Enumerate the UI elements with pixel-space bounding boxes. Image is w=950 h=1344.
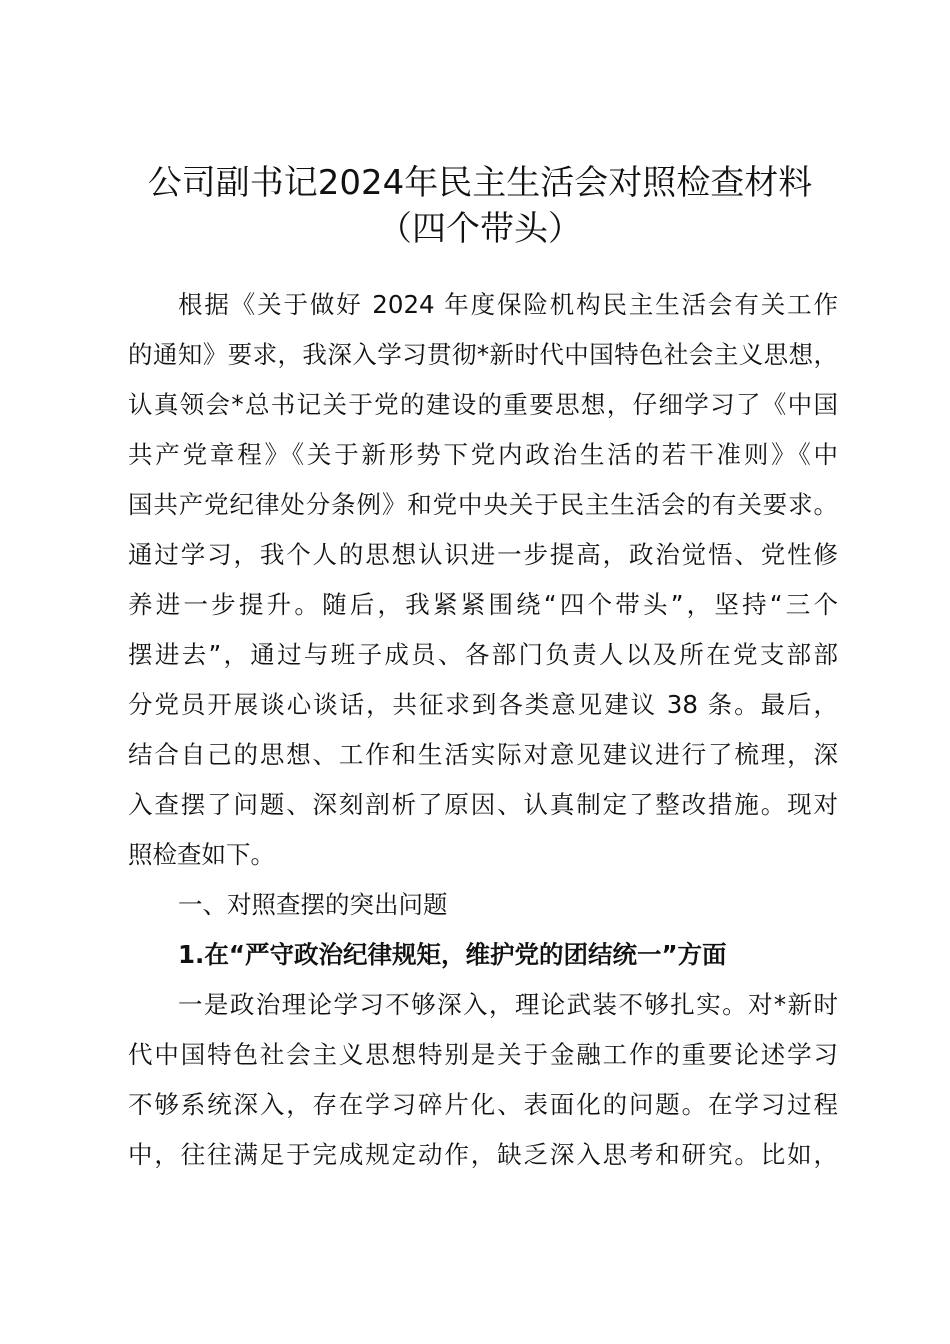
paragraph-line: 认真领会*总书记关于党的建设的重要思想，仔细学习了《中国 [128, 390, 838, 419]
paragraph-line: 照检查如下。 [128, 840, 275, 869]
paragraph-line: 通过学习，我个人的思想认识进一步提高，政治觉悟、党性修 [128, 540, 838, 569]
paragraph-line: 一、对照查摆的突出问题 [178, 890, 448, 919]
document-title-line1: 公司副书记2024年民主生活会对照检查材料 [147, 163, 813, 203]
paragraph-line: 不够系统深入，存在学习碎片化、表面化的问题。在学习过程 [128, 1090, 838, 1119]
paragraph-line: 国共产党纪律处分条例》和党中央关于民主生活会的有关要求。 [128, 490, 838, 519]
paragraph-line: 中，往往满足于完成规定动作，缺乏深入思考和研究。比如， [128, 1140, 838, 1169]
section-subheading: 1.在“严守政治纪律规矩，维护党的团结统一”方面 [178, 940, 727, 969]
paragraph-line: 入查摆了问题、深刻剖析了原因、认真制定了整改措施。现对 [128, 790, 838, 819]
paragraph-line: 摆进去”，通过与班子成员、各部门负责人以及所在党支部部 [128, 640, 838, 669]
paragraph-line: 根据《关于做好 2024 年度保险机构民主生活会有关工作 [178, 290, 838, 319]
paragraph-line: 分党员开展谈心谈话，共征求到各类意见建议 38 条。最后， [128, 690, 838, 719]
paragraph-line: 代中国特色社会主义思想特别是关于金融工作的重要论述学习 [128, 1040, 838, 1069]
document-title-line2: （四个带头） [378, 209, 582, 249]
paragraph-line: 结合自己的思想、工作和生活实际对意见建议进行了梳理，深 [128, 740, 838, 769]
paragraph-line: 一是政治理论学习不够深入，理论武装不够扎实。对*新时 [178, 990, 838, 1019]
paragraph-line: 的通知》要求，我深入学习贯彻*新时代中国特色社会主义思想， [128, 340, 838, 369]
paragraph-line: 共产党章程》《关于新形势下党内政治生活的若干准则》《中 [128, 440, 838, 469]
paragraph-line: 养进一步提升。随后，我紧紧围绕“四个带头”，坚持“三个 [128, 590, 838, 619]
